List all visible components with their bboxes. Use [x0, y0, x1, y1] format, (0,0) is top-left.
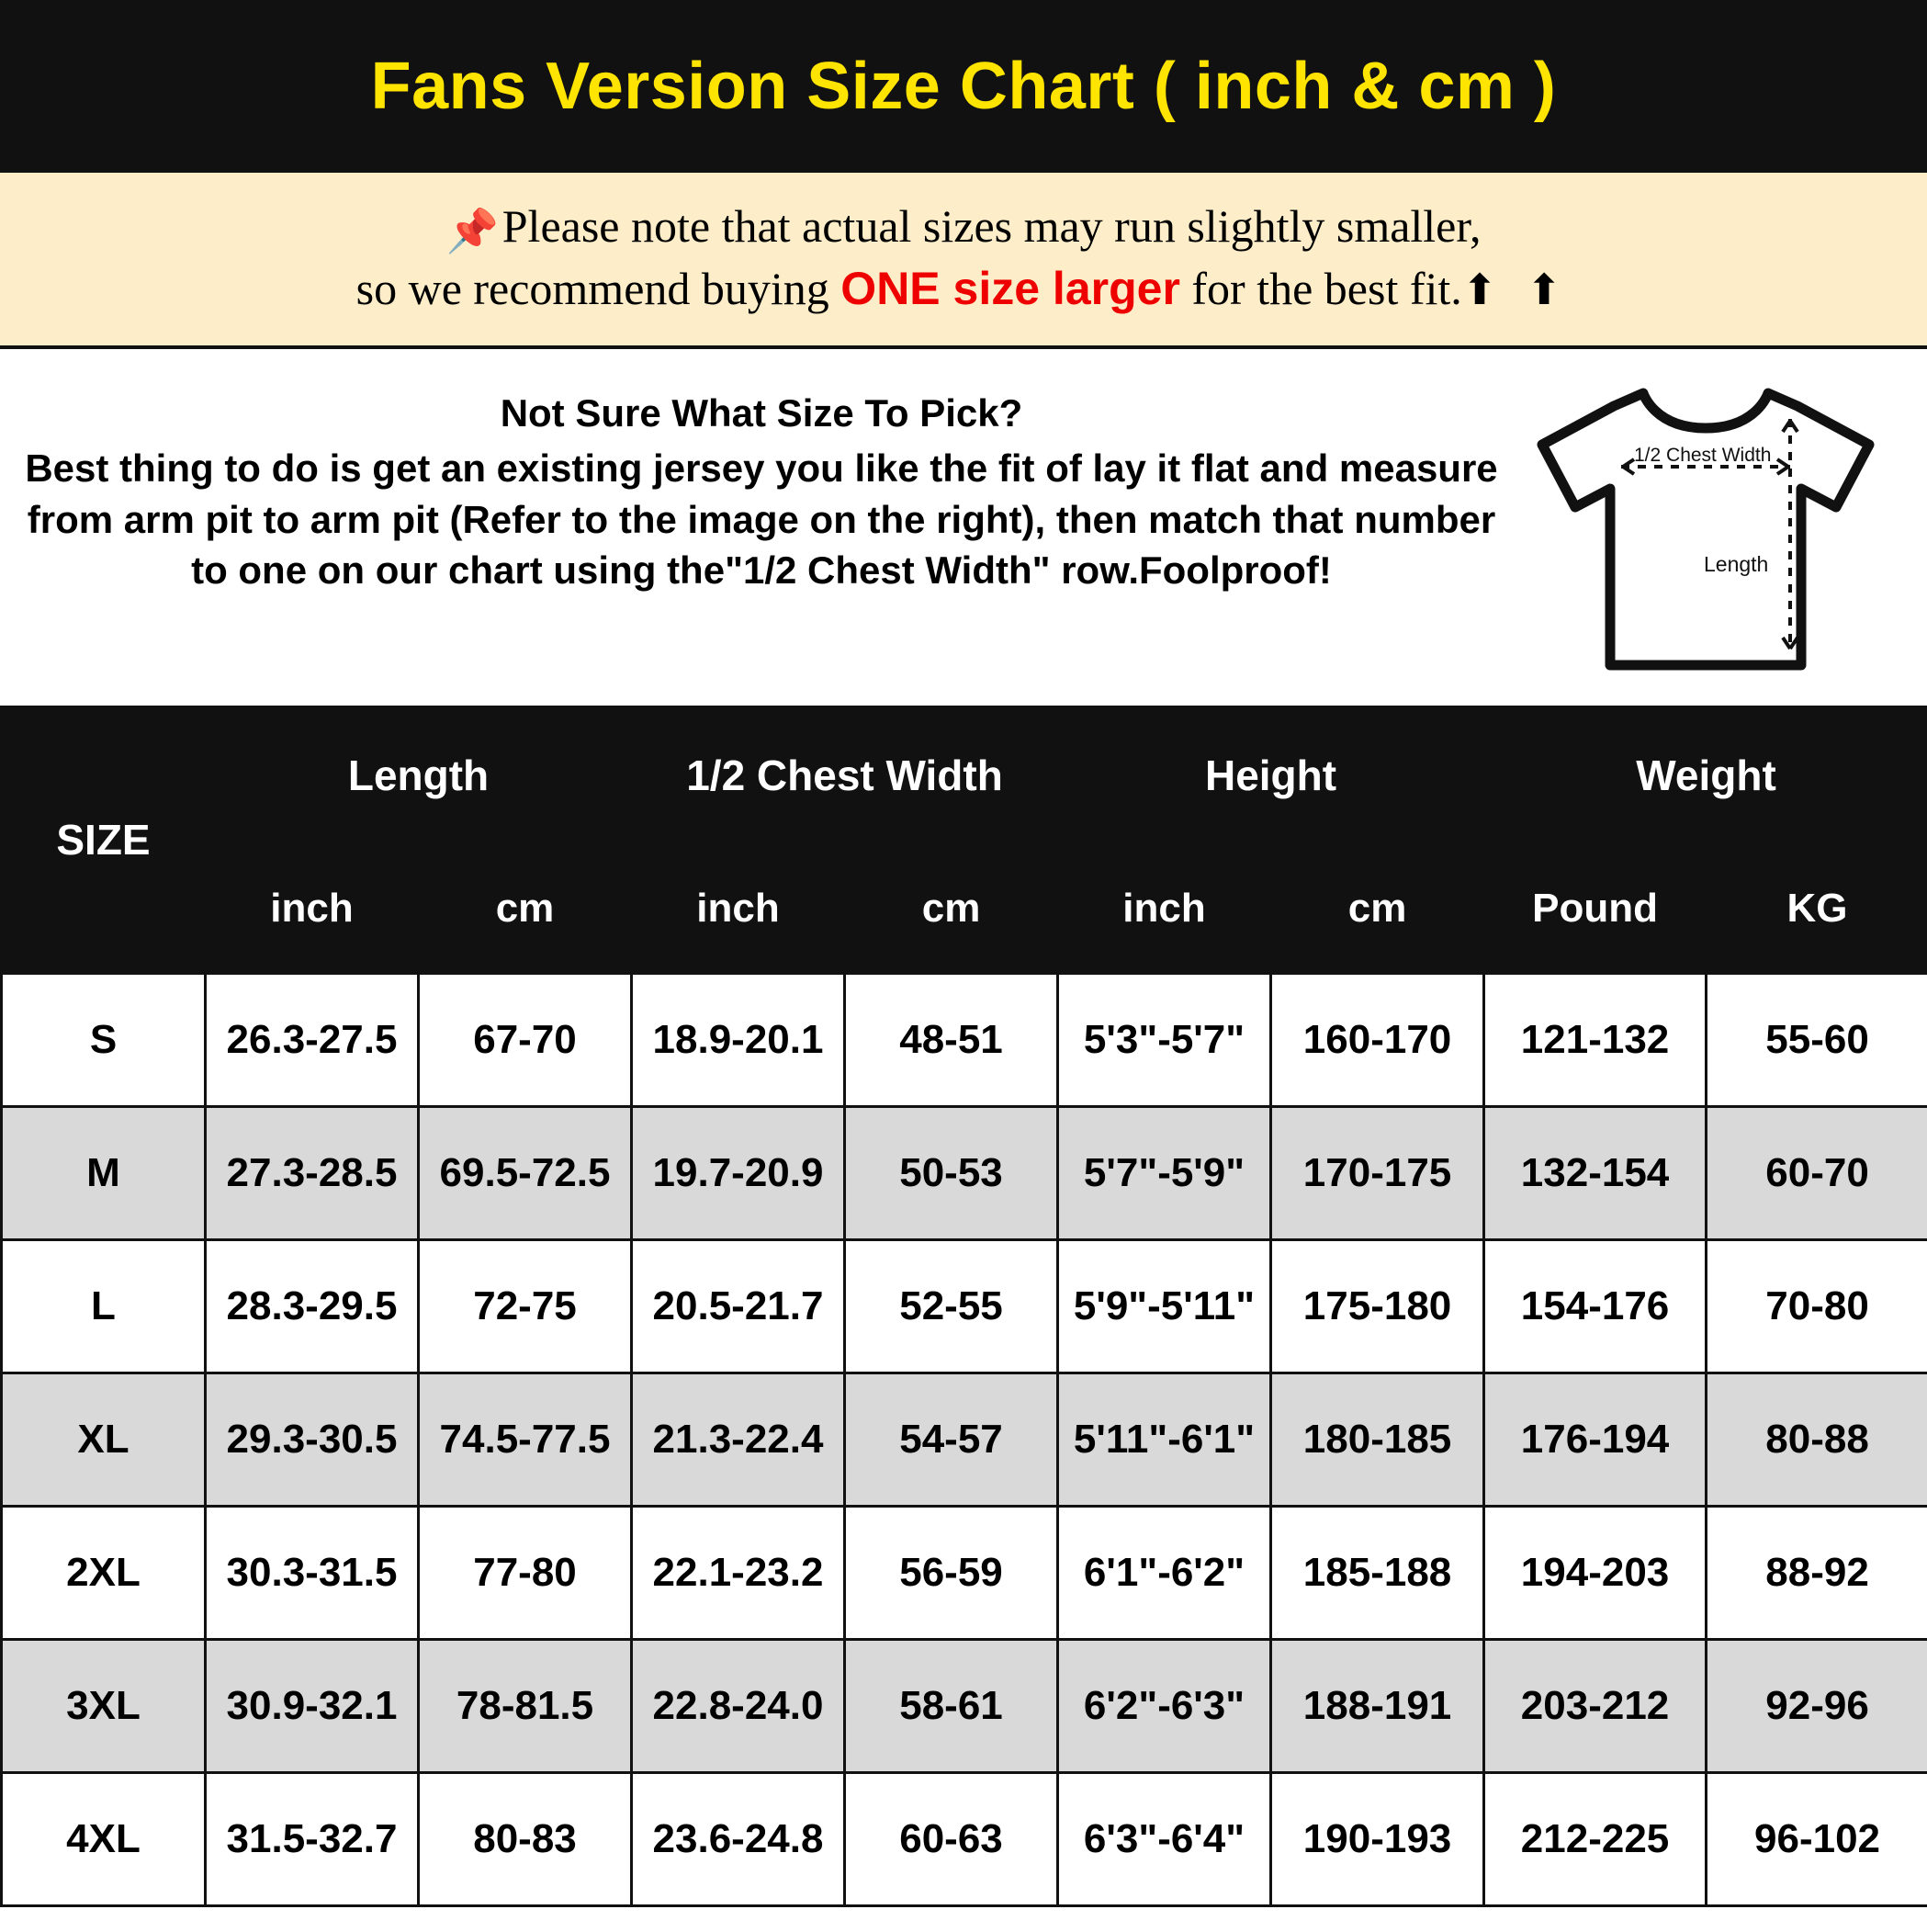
header-group-height: Height	[1058, 706, 1484, 843]
row-size: XL	[2, 1373, 206, 1506]
header-unit-height-cm: cm	[1271, 843, 1484, 973]
header-unit-height-inch: inch	[1058, 843, 1271, 973]
table-head-row-units	[2, 843, 1927, 973]
up-arrows-icon: ⬆ ⬆	[1461, 266, 1572, 313]
table-row	[2, 1106, 1927, 1239]
cell-length-cm: 74.5-77.5	[419, 1373, 632, 1506]
cell-length-cm: 69.5-72.5	[419, 1106, 632, 1239]
header-group-weight: Weight	[1484, 706, 1927, 843]
cell-chest-cm: 50-53	[845, 1106, 1058, 1239]
advice-section	[0, 349, 1927, 706]
tshirt-icon	[1522, 378, 1889, 682]
table-row	[2, 1373, 1927, 1506]
table-row	[2, 1506, 1927, 1639]
pushpin-icon: 📌	[445, 208, 499, 254]
cell-weight-kg: 70-80	[1707, 1239, 1927, 1373]
cell-chest-inch: 23.6-24.8	[632, 1772, 845, 1905]
cell-chest-inch: 21.3-22.4	[632, 1373, 845, 1506]
row-size: 3XL	[2, 1639, 206, 1772]
cell-height-inch: 6'3"-6'4"	[1058, 1772, 1271, 1905]
table-row	[2, 1772, 1927, 1905]
cell-height-cm: 180-185	[1271, 1373, 1484, 1506]
header-size: SIZE	[2, 706, 206, 973]
cell-height-cm: 170-175	[1271, 1106, 1484, 1239]
cell-length-cm: 72-75	[419, 1239, 632, 1373]
cell-chest-cm: 60-63	[845, 1772, 1058, 1905]
cell-chest-inch: 20.5-21.7	[632, 1239, 845, 1373]
cell-length-cm: 67-70	[419, 973, 632, 1106]
cell-height-cm: 175-180	[1271, 1239, 1484, 1373]
cell-weight-pound: 154-176	[1484, 1239, 1707, 1373]
cell-weight-kg: 80-88	[1707, 1373, 1927, 1506]
header-group-chest: 1/2 Chest Width	[632, 706, 1058, 843]
cell-weight-kg: 55-60	[1707, 973, 1927, 1106]
tshirt-diagram	[1508, 369, 1903, 682]
row-size: 4XL	[2, 1772, 206, 1905]
cell-height-inch: 5'3"-5'7"	[1058, 973, 1271, 1106]
cell-weight-pound: 121-132	[1484, 973, 1707, 1106]
cell-height-cm: 160-170	[1271, 973, 1484, 1106]
cell-height-inch: 5'11"-6'1"	[1058, 1373, 1271, 1506]
table-row	[2, 973, 1927, 1106]
header-unit-chest-cm: cm	[845, 843, 1058, 973]
cell-length-inch: 30.9-32.1	[206, 1639, 419, 1772]
note-band	[0, 173, 1927, 349]
cell-chest-cm: 52-55	[845, 1239, 1058, 1373]
row-size: L	[2, 1239, 206, 1373]
header-unit-length-inch: inch	[206, 843, 419, 973]
table-row	[2, 1239, 1927, 1373]
cell-chest-inch: 18.9-20.1	[632, 973, 845, 1106]
note-text-1: Please note that actual sizes may run slightly smaller,	[501, 200, 1482, 252]
header-unit-chest-inch: inch	[632, 843, 845, 973]
cell-height-cm: 188-191	[1271, 1639, 1484, 1772]
chest-width-label: 1/2 Chest Width	[1634, 444, 1772, 466]
note-text-2-pre: so we recommend buying	[355, 262, 841, 314]
header-unit-length-cm: cm	[419, 843, 632, 973]
cell-height-inch: 6'2"-6'3"	[1058, 1639, 1271, 1772]
table-body	[2, 973, 1927, 1905]
cell-length-inch: 29.3-30.5	[206, 1373, 419, 1506]
header-unit-weight-kg: KG	[1707, 843, 1927, 973]
cell-chest-cm: 48-51	[845, 973, 1058, 1106]
cell-length-cm: 78-81.5	[419, 1639, 632, 1772]
cell-weight-pound: 176-194	[1484, 1373, 1707, 1506]
note-line-2	[37, 259, 1890, 318]
cell-chest-inch: 22.1-23.2	[632, 1506, 845, 1639]
note-text-2-post: for the best fit.	[1179, 262, 1462, 314]
row-size: M	[2, 1106, 206, 1239]
advice-heading: Not Sure What Size To Pick?	[500, 390, 1023, 435]
row-size: S	[2, 973, 206, 1106]
cell-length-inch: 31.5-32.7	[206, 1772, 419, 1905]
table-row	[2, 1639, 1927, 1772]
table-head	[2, 706, 1927, 973]
header-group-length: Length	[206, 706, 632, 843]
cell-weight-pound: 132-154	[1484, 1106, 1707, 1239]
note-emphasis: ONE size larger	[840, 262, 1180, 314]
cell-height-cm: 190-193	[1271, 1772, 1484, 1905]
header-unit-weight-pound: Pound	[1484, 843, 1707, 973]
page-title: Fans Version Size Chart ( inch & cm )	[370, 50, 1557, 123]
cell-weight-kg: 60-70	[1707, 1106, 1927, 1239]
cell-weight-pound: 194-203	[1484, 1506, 1707, 1639]
advice-text-block	[24, 369, 1508, 596]
cell-chest-inch: 22.8-24.0	[632, 1639, 845, 1772]
note-line-1	[37, 197, 1890, 259]
size-table-wrapper	[0, 706, 1927, 1932]
table-head-row-groups	[2, 706, 1927, 843]
cell-chest-inch: 19.7-20.9	[632, 1106, 845, 1239]
cell-length-cm: 80-83	[419, 1772, 632, 1905]
cell-weight-kg: 88-92	[1707, 1506, 1927, 1639]
cell-length-inch: 27.3-28.5	[206, 1106, 419, 1239]
cell-chest-cm: 54-57	[845, 1373, 1058, 1506]
cell-weight-pound: 212-225	[1484, 1772, 1707, 1905]
cell-length-inch: 28.3-29.5	[206, 1239, 419, 1373]
cell-length-cm: 77-80	[419, 1506, 632, 1639]
cell-height-inch: 5'7"-5'9"	[1058, 1106, 1271, 1239]
cell-weight-pound: 203-212	[1484, 1639, 1707, 1772]
cell-height-cm: 185-188	[1271, 1506, 1484, 1639]
cell-length-inch: 26.3-27.5	[206, 973, 419, 1106]
advice-body: Best thing to do is get an existing jersey you like the fit of lay it flat and measure from arm pit to arm pit (Refer to the image on the right), then match that number to one on our chart using the"1/2 Chest Width" row.Foolproof!	[25, 446, 1498, 593]
title-bar	[0, 0, 1927, 173]
length-label: Length	[1704, 551, 1769, 576]
row-size: 2XL	[2, 1506, 206, 1639]
cell-weight-kg: 92-96	[1707, 1639, 1927, 1772]
cell-chest-cm: 56-59	[845, 1506, 1058, 1639]
cell-length-inch: 30.3-31.5	[206, 1506, 419, 1639]
cell-height-inch: 5'9"-5'11"	[1058, 1239, 1271, 1373]
cell-chest-cm: 58-61	[845, 1639, 1058, 1772]
size-table	[0, 706, 1927, 1907]
cell-height-inch: 6'1"-6'2"	[1058, 1506, 1271, 1639]
cell-weight-kg: 96-102	[1707, 1772, 1927, 1905]
